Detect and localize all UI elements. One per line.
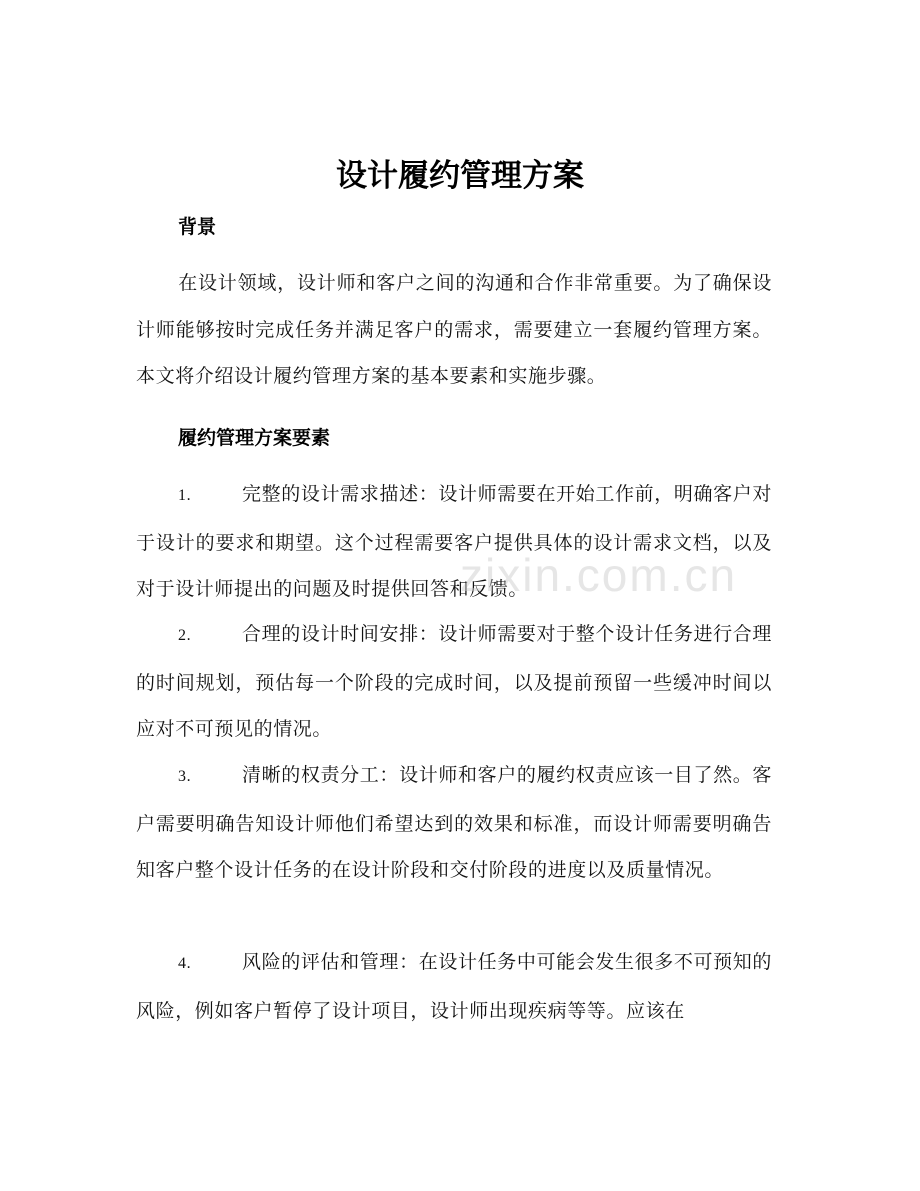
section-heading-elements: 履约管理方案要素	[178, 427, 331, 449]
watermark: zixin.com.cn	[460, 549, 738, 601]
list-item	[136, 939, 772, 1034]
list-item-text: 完整的设计需求描述：设计师需要在开始工作前，明确客户对于设计的要求和期望。这个过程需要客户提供具体的设计需求文档，以及对于设计师提出的问题及时提供回答和反馈。	[136, 483, 772, 600]
list-item	[136, 752, 772, 894]
document-title: 设计履约管理方案	[336, 158, 584, 194]
list-item-text: 风险的评估和管理：在设计任务中可能会发生很多不可预知的风险，例如客户暂停了设计项目，设计师出现疾病等等。应该在	[136, 951, 772, 1022]
background-paragraph-text: 在设计领域，设计师和客户之间的沟通和合作非常重要。为了确保设计师能够按时完成任务并满足客户的需求，需要建立一套履约管理方案。本文将介绍设计履约管理方案的基本要素和实施步骤。	[136, 272, 772, 387]
list-item-number: 1.	[178, 487, 192, 504]
list-item	[136, 471, 772, 613]
background-paragraph	[136, 260, 772, 400]
list-item-number: 3.	[178, 768, 192, 785]
list-item-text: 合理的设计时间安排：设计师需要对于整个设计任务进行合理的时间规划，预估每一个阶段的完成时间，以及提前预留一些缓冲时间以应对不可预见的情况。	[136, 623, 772, 740]
section-heading-background: 背景	[178, 216, 217, 238]
list-item	[136, 611, 772, 753]
list-item-number: 2.	[178, 627, 192, 644]
list-item-text: 清晰的权责分工：设计师和客户的履约权责应该一目了然。客户需要明确告知设计师他们希望达到的效果和标准，而设计师需要明确告知客户整个设计任务的在设计阶段和交付阶段的进度以及质量情况。	[136, 764, 772, 881]
list-item-number: 4.	[178, 955, 192, 972]
